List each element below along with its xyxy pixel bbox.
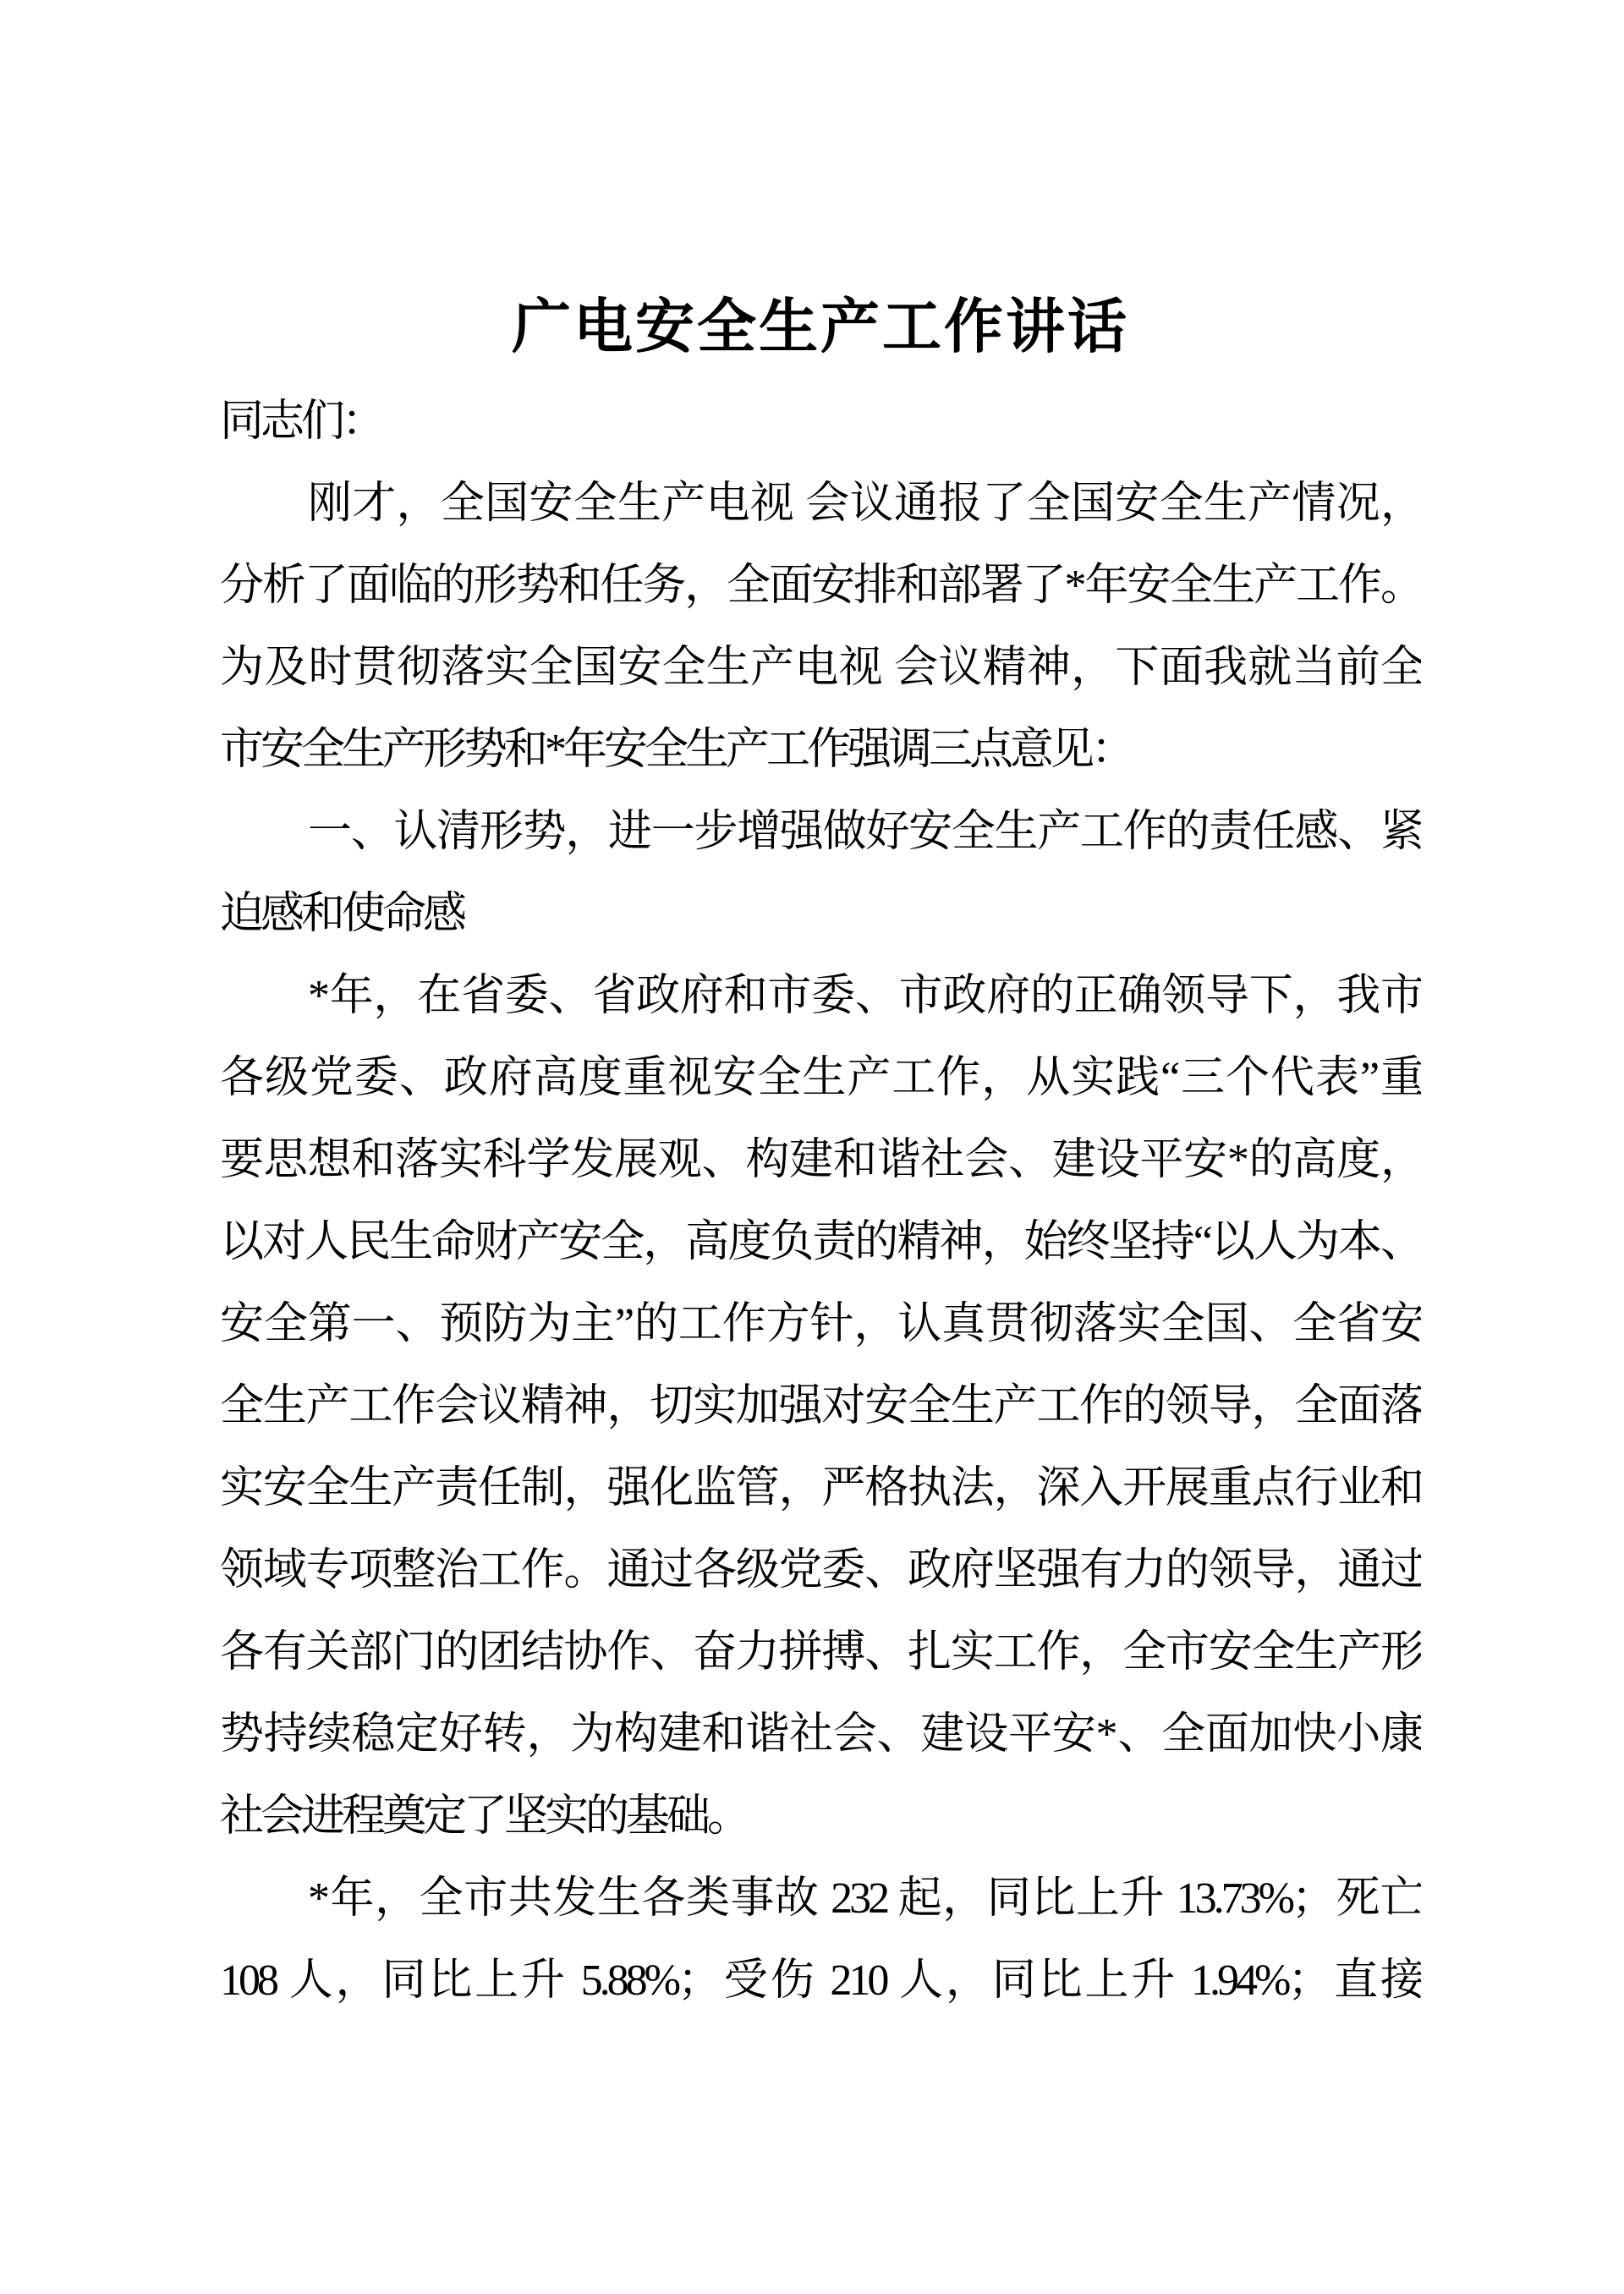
body-line: 全生产工作会议精神，切实加强对安全生产工作的领导，全面落 [220, 1382, 1421, 1430]
body-line: 为及时贯彻落实全国安全生产电视 会议精神，下面我就当前全 [220, 644, 1421, 692]
body-line: 刚才，全国安全生产电视 会议通报了全国安全生产情况， [308, 480, 1421, 528]
body-line: 迫感和使命感 [220, 890, 464, 938]
body-line: 各级党委、政府高度重视安全生产工作，从实践“三个代表”重 [220, 1054, 1421, 1102]
body-line: 108 人，同比上升 5.88%；受伤 210 人，同比上升 1.94%；直接 [220, 1956, 1421, 2005]
body-line: 要思想和落实科学发展观、构建和谐社会、建设平安*的高度， [220, 1136, 1421, 1184]
body-line: 领域专项整治工作。通过各级党委、政府坚强有力的领导，通过 [220, 1546, 1421, 1594]
document-title: 广电安全生产工作讲话 [512, 295, 1129, 360]
body-line: 一、认清形势，进一步增强做好安全生产工作的责任感、紧 [308, 808, 1421, 856]
document-body [220, 381, 1421, 2022]
body-line: 以对人民生命财产安全，高度负责的精神，始终坚持“以人为本、 [220, 1218, 1421, 1266]
body-line: *年，全市共发生各类事故 232 起，同比上升 13.73%；死亡 [308, 1874, 1421, 1923]
body-line: *年，在省委、省政府和市委、市政府的正确领导下，我市 [308, 972, 1421, 1020]
body-line: 分析了面临的形势和任务，全面安排和部署了*年安全生产工作。 [220, 562, 1421, 610]
body-line: 安全第一、预防为主”的工作方针，认真贯彻落实全国、全省安 [220, 1300, 1421, 1348]
body-line: 势持续稳定好转，为构建和谐社会、建设平安*、全面加快小康 [220, 1710, 1421, 1759]
body-line: 各有关部门的团结协作、奋力拼搏、扎实工作，全市安全生产形 [220, 1628, 1421, 1677]
body-line: 实安全生产责任制，强化监管，严格执法，深入开展重点行业和 [220, 1464, 1421, 1512]
body-line: 社会进程奠定了坚实的基础。 [220, 1792, 749, 1841]
body-line: 市安全生产形势和*年安全生产工作强调三点意见： [220, 726, 1133, 774]
body-line: 同志们： [220, 398, 383, 446]
